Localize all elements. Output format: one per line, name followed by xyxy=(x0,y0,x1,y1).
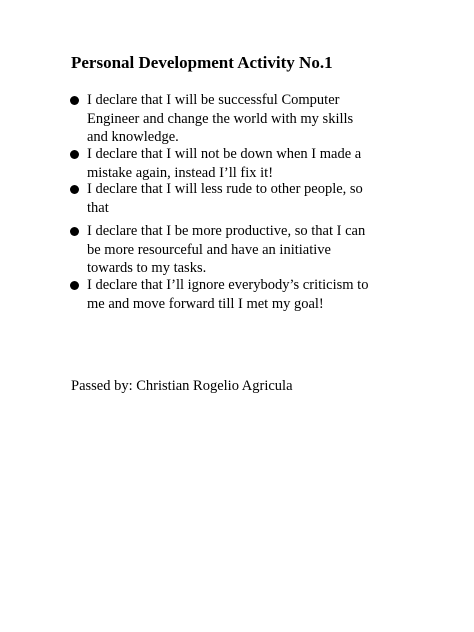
bullet-icon xyxy=(70,185,79,194)
declaration-item-1 xyxy=(70,91,410,147)
declaration-item-2 xyxy=(70,145,410,182)
bullet-icon xyxy=(70,227,79,236)
declaration-item-5 xyxy=(70,276,410,313)
declaration-text: I declare that I will less rude to other people, so that xyxy=(87,181,363,216)
passed-by-line: Passed by: Christian Rogelio Agricula xyxy=(71,378,293,394)
declaration-text: I declare that I will be successful Computer Engineer and change the world with my skills and knowledge. xyxy=(87,92,354,146)
declaration-item-4 xyxy=(70,222,410,278)
declaration-item-3 xyxy=(70,180,410,217)
declaration-text: I declare that I will not be down when I made a mistake again, instead I’ll fix it! xyxy=(87,146,362,181)
declaration-text: I declare that I be more productive, so that I can be more resourceful and have an initiative towards to my tasks. xyxy=(87,223,366,277)
bullet-icon xyxy=(70,96,79,105)
bullet-icon xyxy=(70,150,79,159)
declaration-text: I declare that I’ll ignore everybody’s criticism to me and move forward till I met my goal! xyxy=(87,277,369,312)
document-title: Personal Development Activity No.1 xyxy=(71,53,333,72)
bullet-icon xyxy=(70,281,79,290)
